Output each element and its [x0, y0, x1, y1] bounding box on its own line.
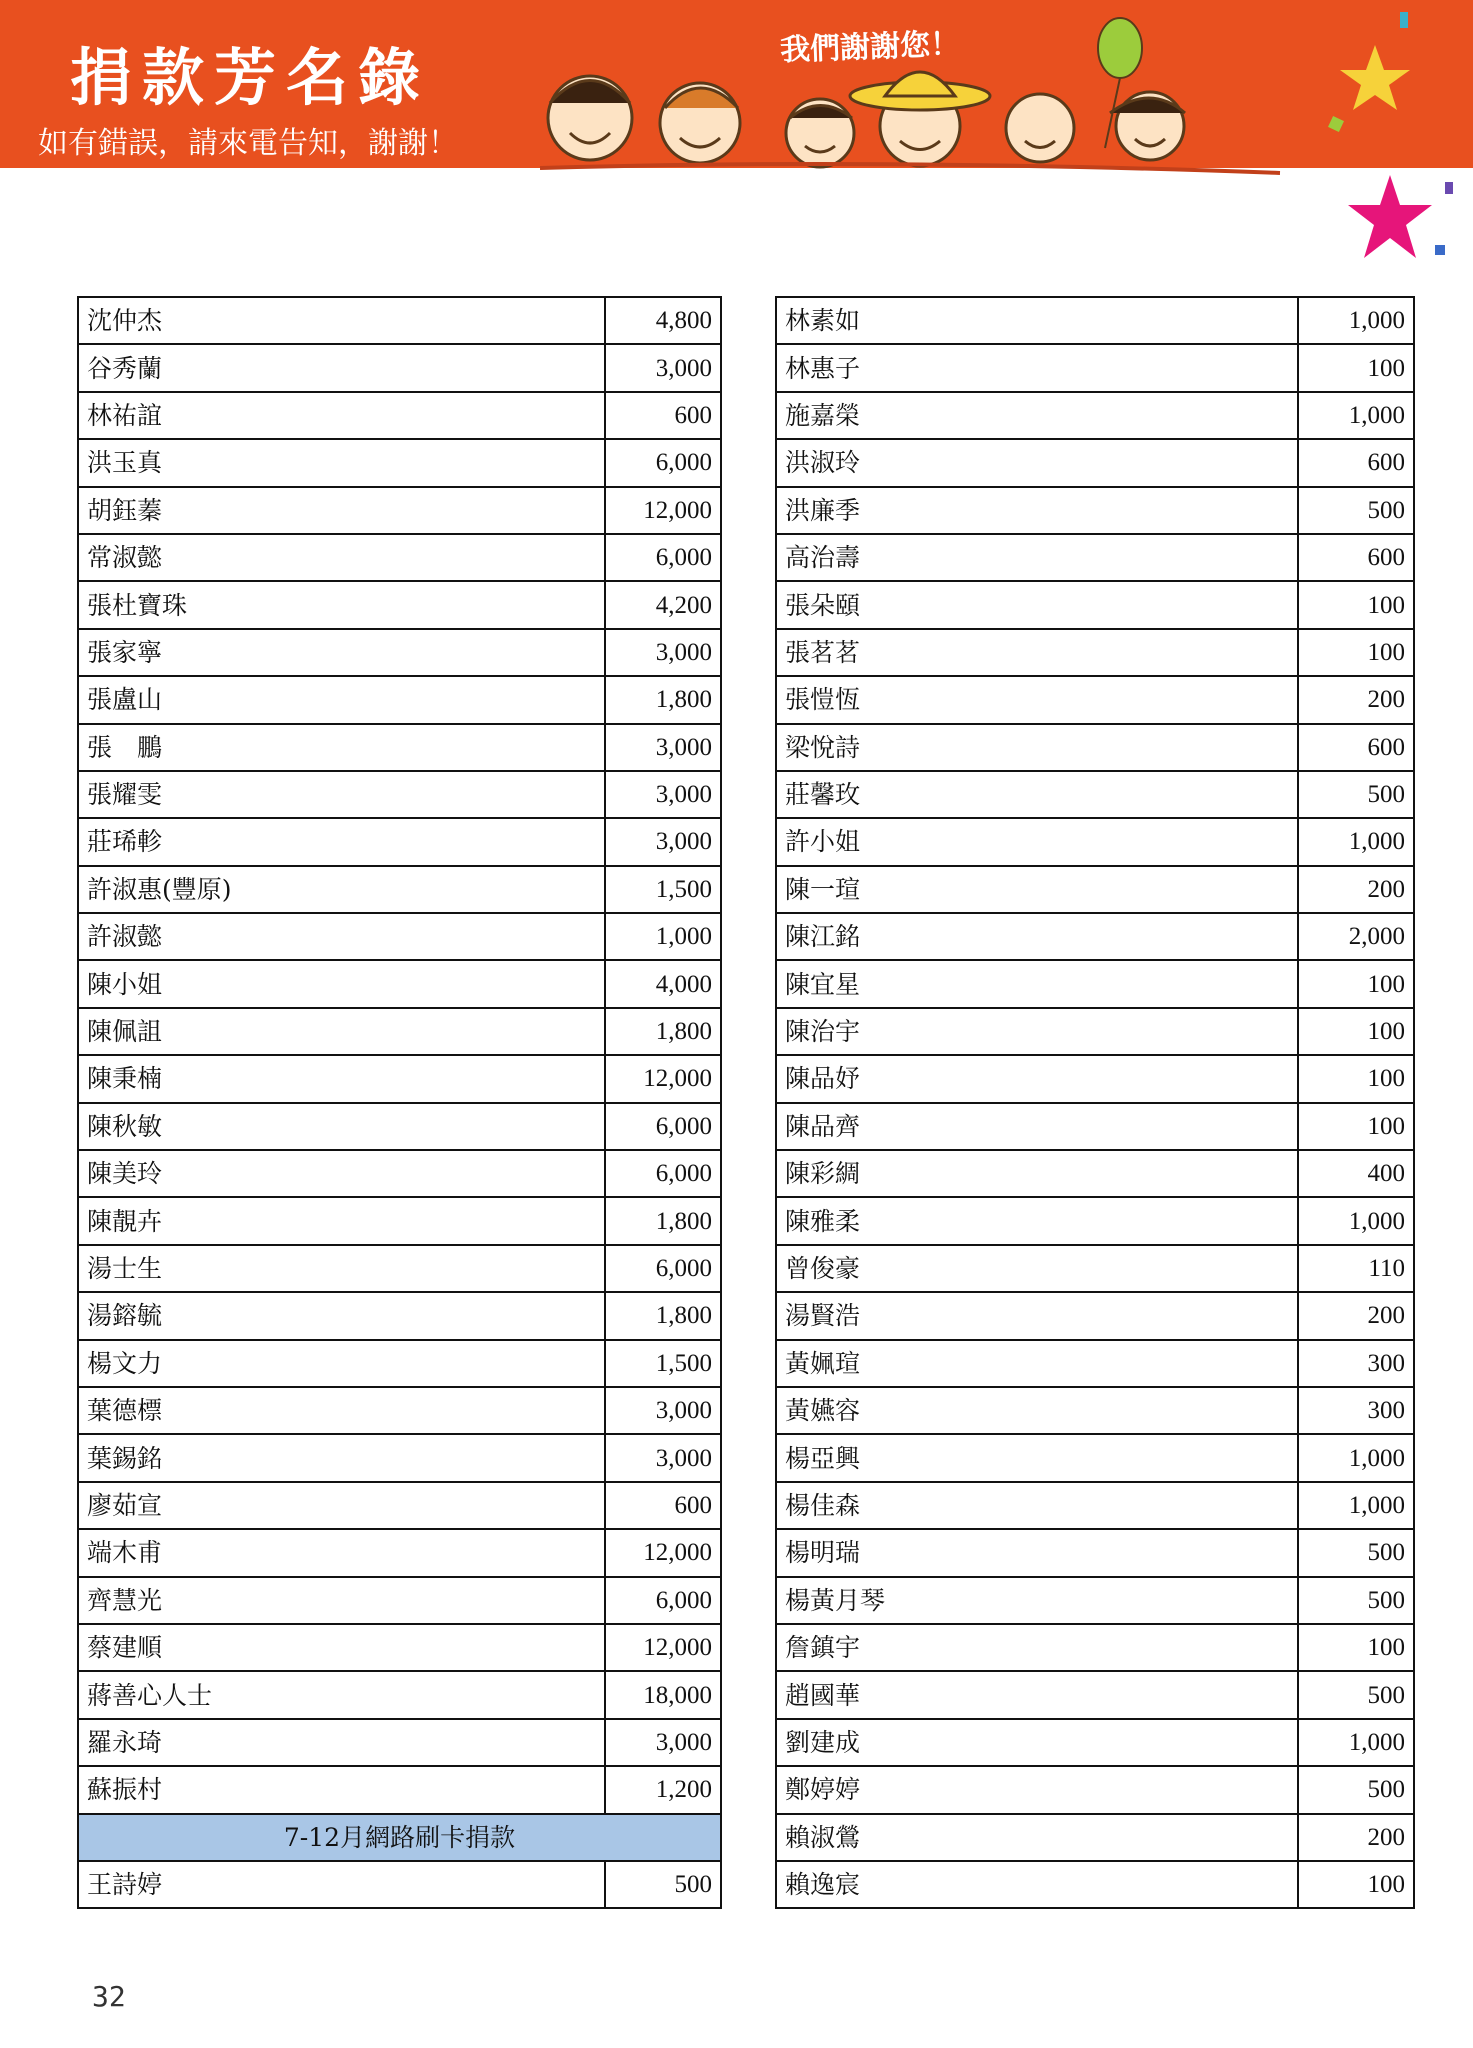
- table-row: [776, 1814, 1414, 1861]
- donor-name: 湯鎔毓: [78, 1292, 605, 1339]
- donation-amount: 6,000: [605, 1245, 721, 1292]
- donor-name: 林惠子: [776, 344, 1298, 391]
- donation-amount: 12,000: [605, 487, 721, 534]
- donation-amount: 100: [1298, 1055, 1414, 1102]
- donor-name: 詹鎮宇: [776, 1624, 1298, 1671]
- header-banner: [0, 0, 1473, 168]
- table-row: [78, 581, 721, 628]
- donation-amount: 6,000: [605, 439, 721, 486]
- table-row: [78, 1103, 721, 1150]
- table-row: [776, 1482, 1414, 1529]
- table-row: [78, 1624, 721, 1671]
- donation-amount: 1,000: [1298, 1482, 1414, 1529]
- table-row: [776, 676, 1414, 723]
- table-row: [776, 724, 1414, 771]
- donor-name: 黃嬿容: [776, 1387, 1298, 1434]
- donor-name: 齊慧光: [78, 1577, 605, 1624]
- table-row: [776, 818, 1414, 865]
- donor-table-left: [77, 296, 722, 1909]
- donation-amount: 3,000: [605, 1387, 721, 1434]
- donation-amount: 1,500: [605, 1340, 721, 1387]
- donation-amount: 12,000: [605, 1055, 721, 1102]
- section-heading: 7-12月網路刷卡捐款: [78, 1814, 721, 1861]
- donor-name: 陳品妤: [776, 1055, 1298, 1102]
- donation-amount: 3,000: [605, 629, 721, 676]
- donation-amount: 600: [1298, 724, 1414, 771]
- donor-name: 陳靚卉: [78, 1197, 605, 1244]
- table-row: [78, 1340, 721, 1387]
- donor-name: 賴淑鶯: [776, 1814, 1298, 1861]
- donor-name: 陳秉楠: [78, 1055, 605, 1102]
- donor-name: 楊亞興: [776, 1434, 1298, 1481]
- table-row: [776, 581, 1414, 628]
- donation-amount: 100: [1298, 1103, 1414, 1150]
- donation-amount: 200: [1298, 676, 1414, 723]
- page-number: 32: [92, 1980, 126, 2013]
- donor-name: 張 鵬: [78, 724, 605, 771]
- donation-amount: 500: [1298, 487, 1414, 534]
- table-row: [776, 629, 1414, 676]
- donation-amount: 200: [1298, 1292, 1414, 1339]
- donation-amount: 500: [605, 1861, 721, 1908]
- donation-amount: 500: [1298, 1577, 1414, 1624]
- table-row: [78, 1387, 721, 1434]
- donor-name: 羅永琦: [78, 1719, 605, 1766]
- table-row: [776, 392, 1414, 439]
- donation-amount: 500: [1298, 771, 1414, 818]
- donation-amount: 100: [1298, 629, 1414, 676]
- donation-amount: 100: [1298, 1008, 1414, 1055]
- table-row: [78, 1482, 721, 1529]
- table-row: [78, 439, 721, 486]
- children-illustration: [520, 8, 1300, 186]
- donor-name: 陳治宇: [776, 1008, 1298, 1055]
- donor-name: 賴逸宸: [776, 1861, 1298, 1908]
- donor-name: 楊黃月琴: [776, 1577, 1298, 1624]
- donor-name: 王詩婷: [78, 1861, 605, 1908]
- donation-amount: 600: [605, 392, 721, 439]
- pink-star-icon: [1330, 170, 1473, 280]
- table-row: [78, 534, 721, 581]
- table-row: [776, 866, 1414, 913]
- table-row: [776, 1150, 1414, 1197]
- donation-amount: 1,800: [605, 1197, 721, 1244]
- donation-amount: 1,800: [605, 1292, 721, 1339]
- table-row: [776, 1719, 1414, 1766]
- table-row: [78, 866, 721, 913]
- donation-amount: 1,000: [605, 913, 721, 960]
- donor-name: 張盧山: [78, 676, 605, 723]
- table-row: [78, 960, 721, 1007]
- donation-amount: 1,500: [605, 866, 721, 913]
- donor-name: 洪玉真: [78, 439, 605, 486]
- table-row: [776, 1103, 1414, 1150]
- donation-amount: 1,800: [605, 676, 721, 723]
- donation-amount: 500: [1298, 1671, 1414, 1718]
- donor-name: 黃姵瑄: [776, 1340, 1298, 1387]
- donation-amount: 100: [1298, 1861, 1414, 1908]
- donation-amount: 3,000: [605, 1434, 721, 1481]
- donation-amount: 600: [1298, 534, 1414, 581]
- donation-amount: 600: [1298, 439, 1414, 486]
- donor-name: 林祐誼: [78, 392, 605, 439]
- table-row: [776, 534, 1414, 581]
- table-row: [78, 1245, 721, 1292]
- donation-amount: 4,200: [605, 581, 721, 628]
- donation-amount: 1,000: [1298, 1434, 1414, 1481]
- table-row: [776, 439, 1414, 486]
- table-row: [776, 771, 1414, 818]
- donation-amount: 3,000: [605, 771, 721, 818]
- page-title: 捐款芳名錄: [70, 41, 431, 114]
- donor-name: 林素如: [776, 297, 1298, 344]
- table-row: [78, 1577, 721, 1624]
- donor-name: 施嘉榮: [776, 392, 1298, 439]
- donor-name: 張朵頤: [776, 581, 1298, 628]
- table-row: [776, 960, 1414, 1007]
- donation-amount: 3,000: [605, 724, 721, 771]
- table-row: [776, 1055, 1414, 1102]
- table-row: [776, 297, 1414, 344]
- table-row: [78, 1671, 721, 1718]
- table-row: [78, 1861, 721, 1908]
- table-row: [78, 487, 721, 534]
- donor-name: 張愷恆: [776, 676, 1298, 723]
- donor-name: 湯士生: [78, 1245, 605, 1292]
- donation-amount: 1,000: [1298, 1197, 1414, 1244]
- donation-amount: 110: [1298, 1245, 1414, 1292]
- table-row: [776, 1624, 1414, 1671]
- donor-name: 葉錫銘: [78, 1434, 605, 1481]
- donor-name: 楊文力: [78, 1340, 605, 1387]
- donation-amount: 6,000: [605, 1103, 721, 1150]
- donor-name: 洪廉季: [776, 487, 1298, 534]
- donation-amount: 600: [605, 1482, 721, 1529]
- donor-name: 陳江銘: [776, 913, 1298, 960]
- donor-table-right: [775, 296, 1415, 1909]
- table-row: [776, 1529, 1414, 1576]
- donation-amount: 2,000: [1298, 913, 1414, 960]
- donation-amount: 300: [1298, 1340, 1414, 1387]
- donor-name: 端木甫: [78, 1529, 605, 1576]
- donation-amount: 12,000: [605, 1624, 721, 1671]
- donor-name: 鄭婷婷: [776, 1766, 1298, 1813]
- table-row: [78, 1150, 721, 1197]
- donation-amount: 1,200: [605, 1766, 721, 1813]
- table-row: [78, 1434, 721, 1481]
- donation-amount: 3,000: [605, 344, 721, 391]
- donor-name: 楊佳森: [776, 1482, 1298, 1529]
- table-row: [78, 297, 721, 344]
- donor-name: 陳秋敏: [78, 1103, 605, 1150]
- table-row: [78, 913, 721, 960]
- donor-name: 許淑懿: [78, 913, 605, 960]
- donation-amount: 500: [1298, 1766, 1414, 1813]
- table-row: [776, 1008, 1414, 1055]
- donor-name: 常淑懿: [78, 534, 605, 581]
- donor-name: 莊琋軫: [78, 818, 605, 865]
- page-subtitle: 如有錯誤，請來電告知，謝謝！: [38, 126, 458, 161]
- donor-name: 陳雅柔: [776, 1197, 1298, 1244]
- donation-amount: 1,000: [1298, 818, 1414, 865]
- donor-name: 陳彩綢: [776, 1150, 1298, 1197]
- donor-name: 廖茹宣: [78, 1482, 605, 1529]
- donor-name: 陳小姐: [78, 960, 605, 1007]
- table-row: [78, 818, 721, 865]
- table-row: [78, 724, 721, 771]
- table-row: [78, 629, 721, 676]
- donation-amount: 6,000: [605, 1577, 721, 1624]
- donation-amount: 400: [1298, 1150, 1414, 1197]
- donation-amount: 12,000: [605, 1529, 721, 1576]
- table-row: [776, 1292, 1414, 1339]
- donor-name: 蘇振村: [78, 1766, 605, 1813]
- table-row: [776, 487, 1414, 534]
- donation-amount: 200: [1298, 1814, 1414, 1861]
- table-row: [78, 676, 721, 723]
- donation-amount: 4,800: [605, 297, 721, 344]
- donor-name: 蔣善心人士: [78, 1671, 605, 1718]
- table-row: [776, 1861, 1414, 1908]
- donation-amount: 200: [1298, 866, 1414, 913]
- donor-name: 張杜寶珠: [78, 581, 605, 628]
- section-row: [78, 1814, 721, 1861]
- donor-name: 沈仲杰: [78, 297, 605, 344]
- donor-name: 洪淑玲: [776, 439, 1298, 486]
- table-row: [78, 1719, 721, 1766]
- donor-name: 許小姐: [776, 818, 1298, 865]
- donation-amount: 300: [1298, 1387, 1414, 1434]
- table-row: [776, 1245, 1414, 1292]
- donor-name: 葉德標: [78, 1387, 605, 1434]
- donor-name: 湯賢浩: [776, 1292, 1298, 1339]
- donor-name: 張茗茗: [776, 629, 1298, 676]
- table-row: [78, 1197, 721, 1244]
- donation-amount: 100: [1298, 1624, 1414, 1671]
- donation-amount: 100: [1298, 344, 1414, 391]
- table-row: [78, 344, 721, 391]
- donor-name: 莊馨玫: [776, 771, 1298, 818]
- table-row: [78, 1766, 721, 1813]
- donation-amount: 500: [1298, 1529, 1414, 1576]
- table-row: [78, 771, 721, 818]
- donor-name: 張家寧: [78, 629, 605, 676]
- donation-amount: 1,800: [605, 1008, 721, 1055]
- table-row: [776, 1197, 1414, 1244]
- table-row: [78, 392, 721, 439]
- donor-name: 陳佩詛: [78, 1008, 605, 1055]
- donation-amount: 4,000: [605, 960, 721, 1007]
- donor-name: 胡鈺蓁: [78, 487, 605, 534]
- donor-name: 陳美玲: [78, 1150, 605, 1197]
- donor-name: 陳一瑄: [776, 866, 1298, 913]
- table-row: [776, 1671, 1414, 1718]
- donation-amount: 3,000: [605, 818, 721, 865]
- donor-name: 許淑惠(豐原): [78, 866, 605, 913]
- donor-name: 趙國華: [776, 1671, 1298, 1718]
- donor-name: 陳宜星: [776, 960, 1298, 1007]
- donation-amount: 100: [1298, 581, 1414, 628]
- donor-name: 谷秀蘭: [78, 344, 605, 391]
- table-row: [78, 1008, 721, 1055]
- table-row: [776, 1766, 1414, 1813]
- donation-amount: 6,000: [605, 534, 721, 581]
- donor-name: 楊明瑞: [776, 1529, 1298, 1576]
- donor-name: 高治壽: [776, 534, 1298, 581]
- donation-amount: 18,000: [605, 1671, 721, 1718]
- table-row: [776, 1434, 1414, 1481]
- donor-name: 曾俊豪: [776, 1245, 1298, 1292]
- donor-name: 梁悅詩: [776, 724, 1298, 771]
- donation-amount: 1,000: [1298, 392, 1414, 439]
- donation-amount: 6,000: [605, 1150, 721, 1197]
- table-row: [776, 344, 1414, 391]
- table-row: [776, 1387, 1414, 1434]
- donor-name: 劉建成: [776, 1719, 1298, 1766]
- donor-name: 張耀雯: [78, 771, 605, 818]
- table-row: [78, 1529, 721, 1576]
- table-row: [776, 1340, 1414, 1387]
- table-row: [78, 1292, 721, 1339]
- donation-amount: 3,000: [605, 1719, 721, 1766]
- thanks-text: 我們謝謝您！: [779, 26, 961, 69]
- donation-amount: 100: [1298, 960, 1414, 1007]
- table-row: [776, 913, 1414, 960]
- table-row: [776, 1577, 1414, 1624]
- table-row: [78, 1055, 721, 1102]
- donor-name: 蔡建順: [78, 1624, 605, 1671]
- donation-amount: 1,000: [1298, 1719, 1414, 1766]
- donor-name: 陳品齊: [776, 1103, 1298, 1150]
- donation-amount: 1,000: [1298, 297, 1414, 344]
